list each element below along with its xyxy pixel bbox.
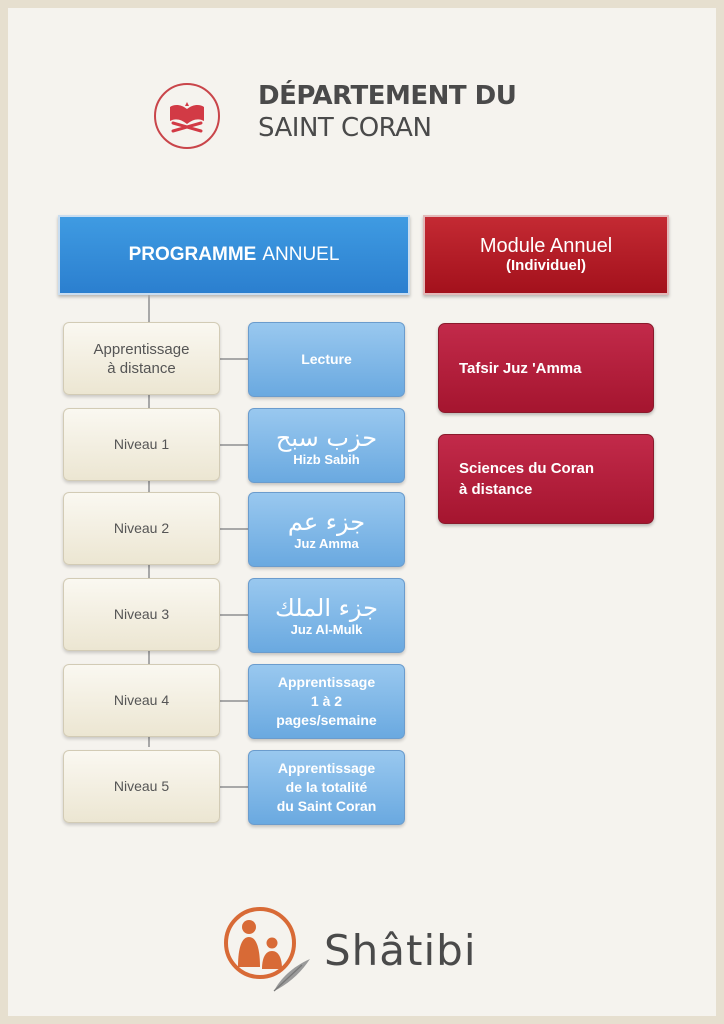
level-box-5: Niveau 5 xyxy=(63,750,220,823)
open-quran-icon xyxy=(167,99,207,133)
module-box-sciences xyxy=(438,434,654,524)
content-text-juz-al-mulk: Juz Al-Mulk xyxy=(290,621,363,637)
brand-footer xyxy=(222,905,492,995)
content-text-hizb-sabih: Hizb Sabih xyxy=(293,451,360,467)
content-arabic-juz-al-mulk: جزء الملك xyxy=(274,593,379,622)
connector-level-4 xyxy=(220,700,248,702)
content-box-lecture xyxy=(248,322,405,397)
level-box-1: Niveau 1 xyxy=(63,408,220,481)
programme-annuel-header xyxy=(58,215,410,295)
connector-level-5 xyxy=(220,786,248,788)
module-header-line-2: (Individuel) xyxy=(506,257,586,274)
content-arabic-juz-amma: جزء عم xyxy=(287,507,366,536)
connector-level-0 xyxy=(220,358,248,360)
programme-header-bold: PROGRAMME xyxy=(128,244,257,265)
content-box-totalite: Apprentissage de la totalité du Saint Coran xyxy=(248,750,405,825)
module-header-line-1: Module Annuel xyxy=(479,235,613,257)
content-text-juz-amma: Juz Amma xyxy=(294,535,359,551)
module-text-tafsir: Tafsir Juz 'Amma xyxy=(459,359,582,377)
teacher-student-quill-icon xyxy=(222,905,314,995)
connector-level-3 xyxy=(220,614,248,616)
content-box-juz-amma xyxy=(248,492,405,567)
content-box-hizb-sabih xyxy=(248,408,405,483)
level-box-2: Niveau 2 xyxy=(63,492,220,565)
content-box-juz-al-mulk xyxy=(248,578,405,653)
content-box-pages-semaine: Apprentissage 1 à 2 pages/semaine xyxy=(248,664,405,739)
module-annuel-header xyxy=(423,215,669,295)
programme-header-rest: ANNUEL xyxy=(262,244,340,265)
brand-name: Shâtibi xyxy=(324,925,477,975)
level-box-3: Niveau 3 xyxy=(63,578,220,651)
module-text-sciences: Sciences du Coran à distance xyxy=(459,460,595,498)
content-arabic-hizb-sabih: حزب سبح xyxy=(275,423,378,452)
title-line-2: SAINT CORAN xyxy=(258,113,432,143)
page-title xyxy=(258,80,516,144)
module-box-tafsir xyxy=(438,323,654,413)
department-logo xyxy=(154,83,220,149)
title-line-1: DÉPARTEMENT DU xyxy=(258,81,517,111)
level-box-distance: Apprentissage à distance xyxy=(63,322,220,395)
content-text-lecture: Lecture xyxy=(301,351,352,367)
connector-level-1 xyxy=(220,444,248,446)
level-box-4: Niveau 4 xyxy=(63,664,220,737)
connector-level-2 xyxy=(220,528,248,530)
